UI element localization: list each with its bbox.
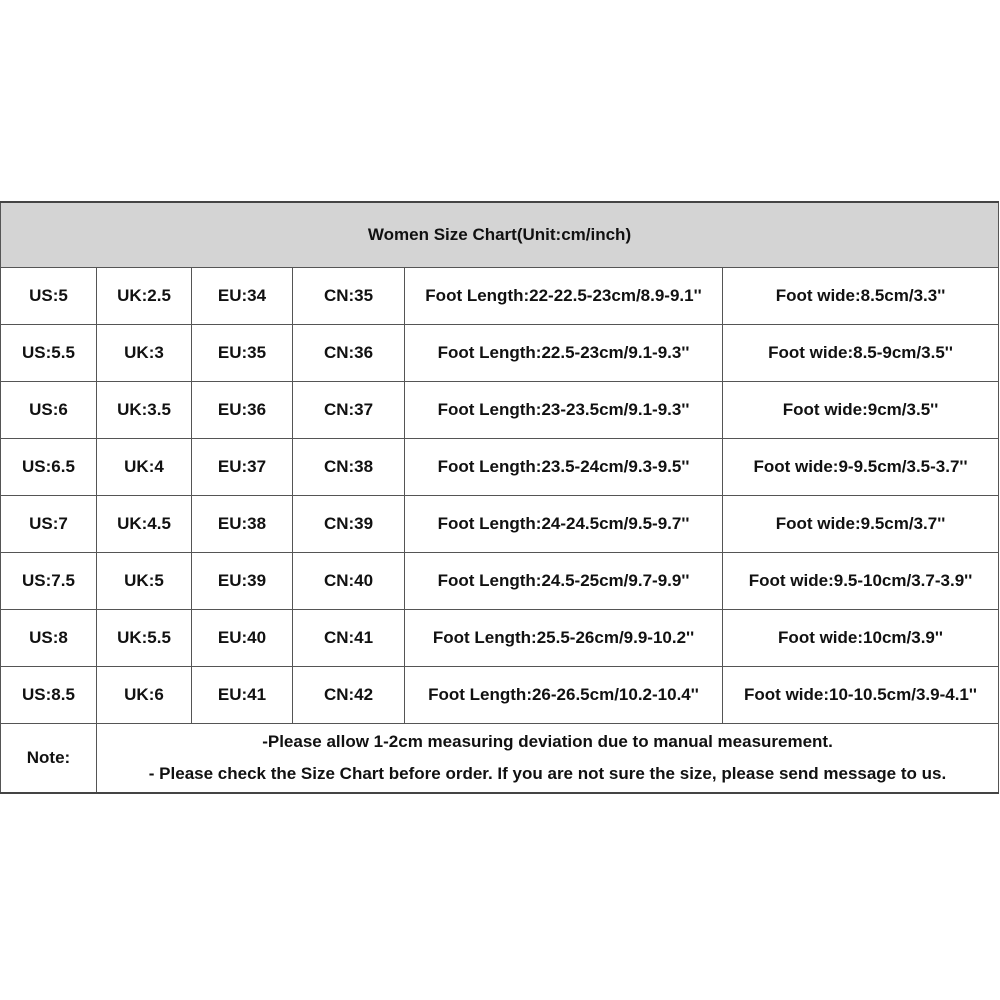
us-size-cell: US:5.5 <box>1 325 97 382</box>
cn-size-cell: CN:35 <box>293 268 405 325</box>
note-line: - Please check the Size Chart before order. If you are not sure the size, please send message to us. <box>148 764 947 783</box>
us-size-cell: US:8 <box>1 610 97 667</box>
table-row <box>1 496 999 553</box>
foot-length-cell: Foot Length:24.5-25cm/9.7-9.9'' <box>405 553 723 610</box>
eu-size-cell: EU:37 <box>192 439 293 496</box>
note-label: Note: <box>1 724 97 794</box>
eu-size-cell: EU:34 <box>192 268 293 325</box>
eu-size-cell: EU:39 <box>192 553 293 610</box>
foot-length-cell: Foot Length:26-26.5cm/10.2-10.4'' <box>405 667 723 724</box>
uk-size-cell: UK:2.5 <box>97 268 192 325</box>
table-row <box>1 325 999 382</box>
foot-length-cell: Foot Length:22-22.5-23cm/8.9-9.1'' <box>405 268 723 325</box>
foot-wide-cell: Foot wide:10cm/3.9'' <box>723 610 999 667</box>
uk-size-cell: UK:5 <box>97 553 192 610</box>
note-row <box>1 724 999 794</box>
foot-wide-cell: Foot wide:8.5-9cm/3.5'' <box>723 325 999 382</box>
uk-size-cell: UK:5.5 <box>97 610 192 667</box>
note-text <box>97 724 999 794</box>
foot-wide-cell: Foot wide:9-9.5cm/3.5-3.7'' <box>723 439 999 496</box>
foot-length-cell: Foot Length:22.5-23cm/9.1-9.3'' <box>405 325 723 382</box>
uk-size-cell: UK:6 <box>97 667 192 724</box>
table-row <box>1 268 999 325</box>
foot-wide-cell: Foot wide:9.5-10cm/3.7-3.9'' <box>723 553 999 610</box>
foot-wide-cell: Foot wide:10-10.5cm/3.9-4.1'' <box>723 667 999 724</box>
cn-size-cell: CN:37 <box>293 382 405 439</box>
foot-length-cell: Foot Length:23.5-24cm/9.3-9.5'' <box>405 439 723 496</box>
foot-wide-cell: Foot wide:9.5cm/3.7'' <box>723 496 999 553</box>
eu-size-cell: EU:40 <box>192 610 293 667</box>
eu-size-cell: EU:38 <box>192 496 293 553</box>
us-size-cell: US:8.5 <box>1 667 97 724</box>
us-size-cell: US:5 <box>1 268 97 325</box>
cn-size-cell: CN:38 <box>293 439 405 496</box>
table-row <box>1 667 999 724</box>
chart-title: Women Size Chart(Unit:cm/inch) <box>1 202 999 268</box>
foot-length-cell: Foot Length:25.5-26cm/9.9-10.2'' <box>405 610 723 667</box>
cn-size-cell: CN:40 <box>293 553 405 610</box>
cn-size-cell: CN:42 <box>293 667 405 724</box>
uk-size-cell: UK:4 <box>97 439 192 496</box>
note-line: -Please allow 1-2cm measuring deviation due to manual measurement. <box>262 732 833 751</box>
uk-size-cell: UK:3.5 <box>97 382 192 439</box>
us-size-cell: US:7 <box>1 496 97 553</box>
eu-size-cell: EU:36 <box>192 382 293 439</box>
eu-size-cell: EU:35 <box>192 325 293 382</box>
uk-size-cell: UK:4.5 <box>97 496 192 553</box>
foot-length-cell: Foot Length:24-24.5cm/9.5-9.7'' <box>405 496 723 553</box>
cn-size-cell: CN:36 <box>293 325 405 382</box>
us-size-cell: US:6.5 <box>1 439 97 496</box>
table-row <box>1 382 999 439</box>
foot-wide-cell: Foot wide:9cm/3.5'' <box>723 382 999 439</box>
table-row <box>1 610 999 667</box>
us-size-cell: US:6 <box>1 382 97 439</box>
size-chart-table <box>0 201 999 794</box>
title-row <box>1 202 999 268</box>
cn-size-cell: CN:39 <box>293 496 405 553</box>
uk-size-cell: UK:3 <box>97 325 192 382</box>
eu-size-cell: EU:41 <box>192 667 293 724</box>
table-row <box>1 553 999 610</box>
foot-wide-cell: Foot wide:8.5cm/3.3'' <box>723 268 999 325</box>
us-size-cell: US:7.5 <box>1 553 97 610</box>
cn-size-cell: CN:41 <box>293 610 405 667</box>
foot-length-cell: Foot Length:23-23.5cm/9.1-9.3'' <box>405 382 723 439</box>
table-row <box>1 439 999 496</box>
size-chart-body <box>1 202 999 793</box>
